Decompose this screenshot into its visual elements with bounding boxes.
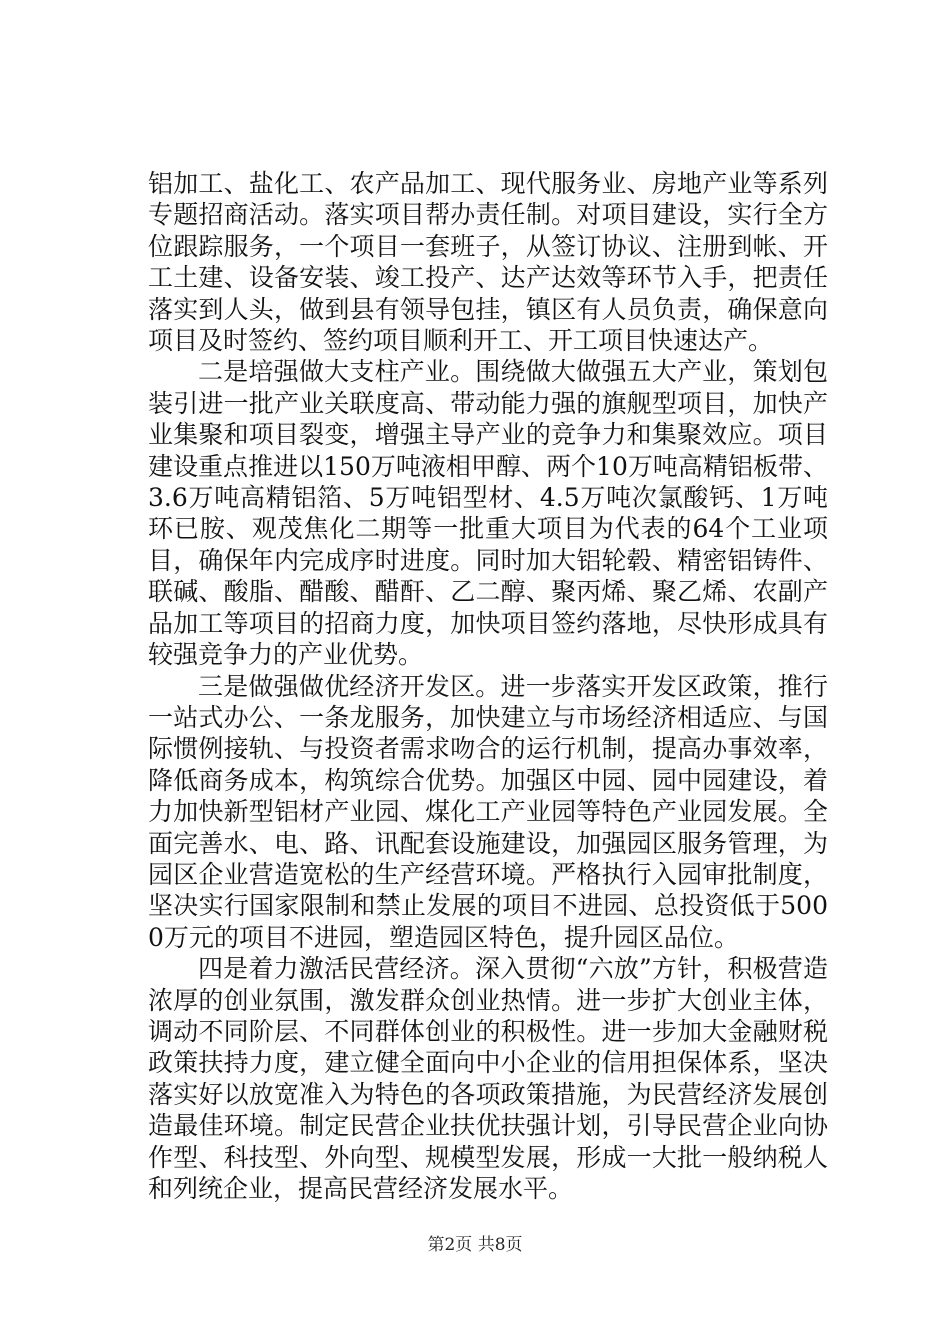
body-text <box>148 168 828 1204</box>
paragraph-4: 四是着力激活民营经济。深入贯彻“六放”方针，积极营造浓厚的创业氛围，激发群众创业热情。进一步扩大创业主体，调动不同阶层、不同群体创业的积极性。进一步加大金融财税政策扶持力度，建立健全面向中小企业的信用担保体系，坚决落实好以放宽准入为特色的各项政策措施，为民营经济发展创造最佳环境。制定民营企业扶优扶强计划，引导民营企业向协作型、科技型、外向型、规模型发展，形成一大批一般纳税人和列统企业，提高民营经济发展水平。 <box>148 954 828 1203</box>
paragraph-2: 二是培强做大支柱产业。围绕做大做强五大产业，策划包装引进一批产业关联度高、带动能力强的旗舰型项目，加快产业集聚和项目裂变，增强主导产业的竞争力和集聚效应。项目建设重点推进以150万吨液相甲醇、两个10万吨高精铝板带、3.6万吨高精铝箔、5万吨铝型材、4.5万吨次氯酸钙、1万吨环已胺、观茂焦化二期等一批重大项目为代表的64个工业项目，确保年内完成序时进度。同时加大铝轮毂、精密铝铸件、联碱、酸脂、醋酸、醋酐、乙二醇、聚丙烯、聚乙烯、农副产品加工等项目的招商力度，加快项目签约落地，尽快形成具有较强竞争力的产业优势。 <box>148 357 828 670</box>
page-footer: 第2页 共8页 <box>427 1235 523 1255</box>
paragraph-3: 三是做强做优经济开发区。进一步落实开发区政策，推行一站式办公、一条龙服务，加快建立与市场经济相适应、与国际惯例接轨、与投资者需求吻合的运行机制，提高办事效率，降低商务成本，构筑综合优势。加强区中园、园中园建设，着力加快新型铝材产业园、煤化工产业园等特色产业园发展。全面完善水、电、路、讯配套设施建设，加强园区服务管理，为园区企业营造宽松的生产经营环境。严格执行入园审批制度，坚决实行国家限制和禁止发展的项目不进园、总投资低于5000万元的项目不进园，塑造园区特色，提升园区品位。 <box>148 671 828 952</box>
paragraph-1: 铝加工、盐化工、农产品加工、现代服务业、房地产业等系列专题招商活动。落实项目帮办责任制。对项目建设，实行全方位跟踪服务，一个项目一套班子，从签订协议、注册到帐、开工土建、设备安装、竣工投产、达产达效等环节入手，把责任落实到人头，做到县有领导包挂，镇区有人员负责，确保意向项目及时签约、签约项目顺利开工、开工项目快速达产。 <box>148 169 828 356</box>
